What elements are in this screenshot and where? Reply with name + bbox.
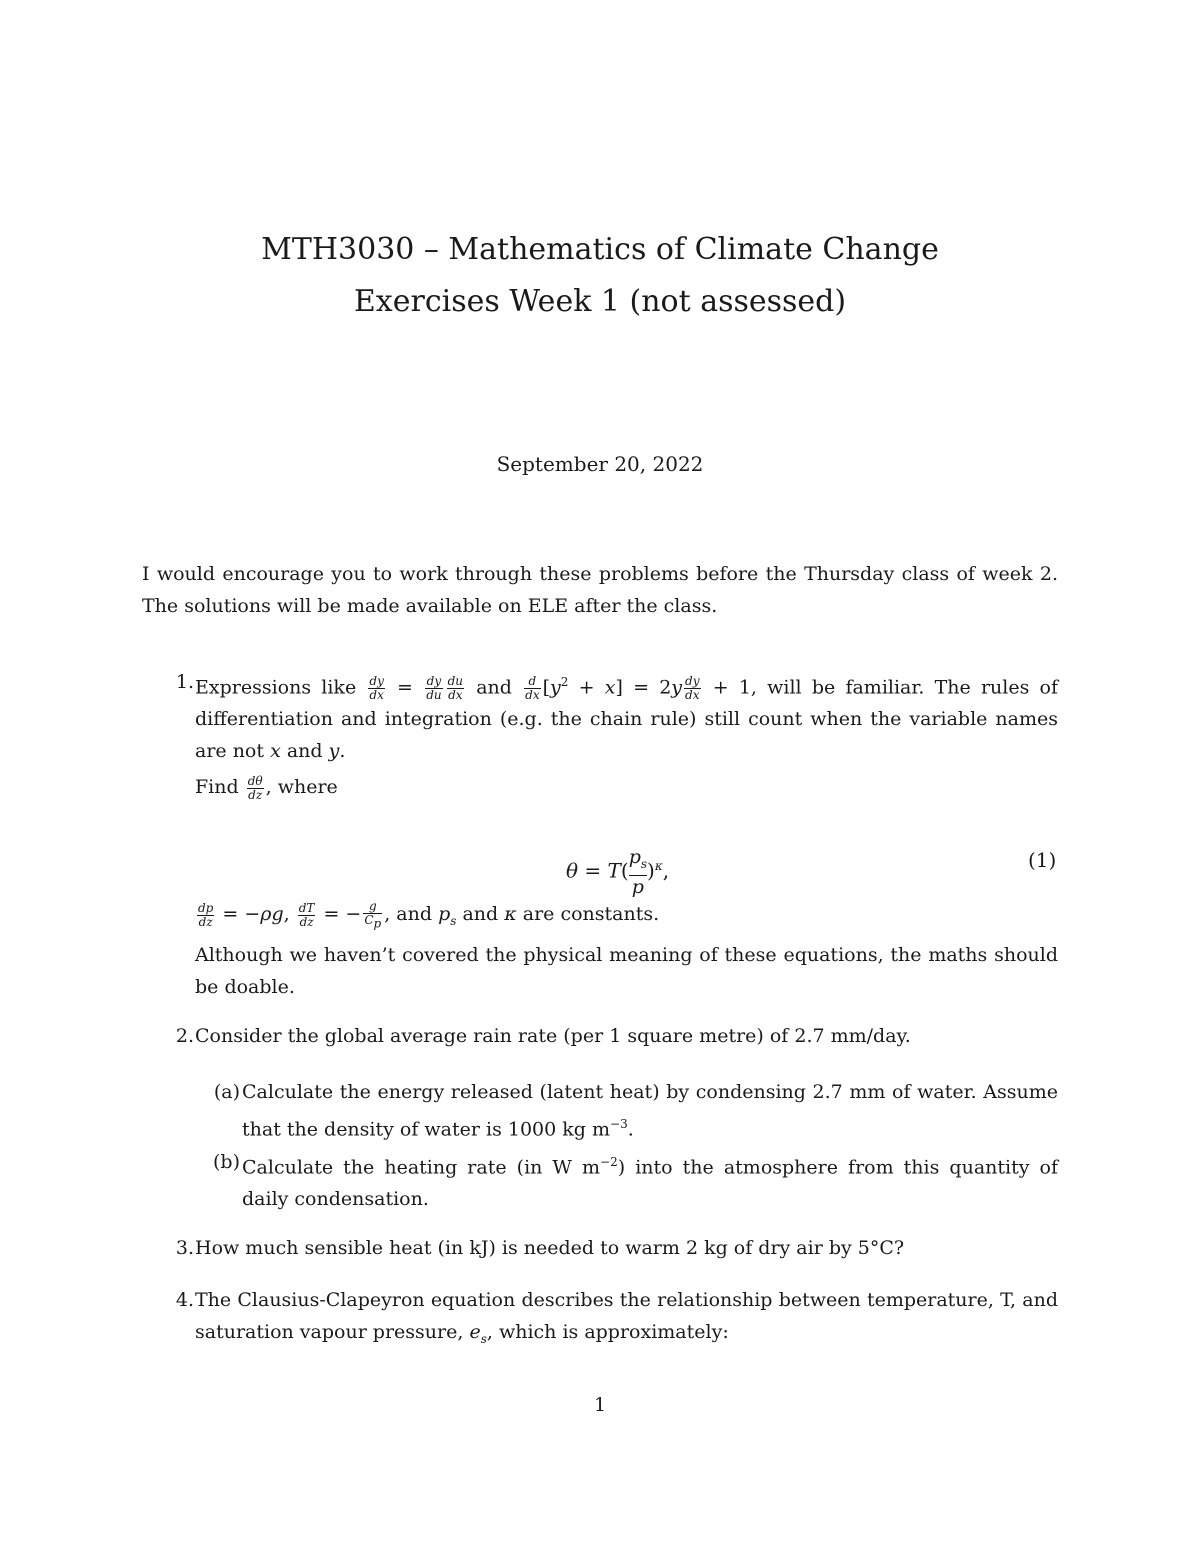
fraction-dy-dx-2: $\frac{dy}{dx}$ bbox=[685, 673, 700, 702]
equation-1 bbox=[0, 838, 1200, 898]
fraction-dy-du: $\frac{dy}{du}$ bbox=[426, 673, 442, 702]
fraction-g-cp: $\frac{g}{C_p}$ bbox=[364, 898, 382, 931]
page-title: MTH3030 – Mathematics of Climate Change bbox=[261, 232, 939, 267]
question-number: 1. bbox=[175, 671, 194, 693]
fraction-dp-dz: $\frac{dp}{dz}$ bbox=[198, 900, 214, 929]
subquestion-label: (b) bbox=[213, 1151, 240, 1173]
equation-1-expression: θ = T( $\frac{p_s}{p})^\kappa$, bbox=[566, 846, 670, 898]
intro-paragraph: I would encourage you to work through these problems before the Thursday class of week 2. The solutions will be made available on ELE after the class. bbox=[142, 563, 1058, 617]
fraction-dy-dx: $\frac{dy}{dx}$ bbox=[369, 673, 384, 702]
question-number: 2. bbox=[175, 1025, 194, 1047]
question-1 bbox=[140, 666, 1058, 767]
question-1-constants: $\frac{dp}{dz}$ = −ρg, $\frac{dT}{dz}$ = − $\frac{g}{C_p}$ , and $p_s$ and κ are constants. bbox=[198, 898, 660, 931]
question-1-note: Although we haven’t covered the physical meaning of these equations, the maths should be doable. bbox=[195, 944, 1058, 998]
page-subtitle: Exercises Week 1 (not assessed) bbox=[353, 284, 847, 319]
page-number: 1 bbox=[593, 1394, 607, 1416]
fraction-d-dx: $\frac{d}{dx}$ bbox=[525, 673, 540, 702]
subquestion-label: (a) bbox=[213, 1081, 240, 1103]
question-1-text: Expressions like $\frac{dy}{dx}$ = $\frac{dy}{du}$ $\frac{du}{dx}$ and $\frac{d}{dx}$ $[y^2 + x] = 2y$ $\frac{dy}{dx}$ + 1, will be familiar. The rules of differentiation and integration (e.g. the chain rule) still count when the variable names are not x and y. bbox=[195, 673, 1059, 763]
question-2a: (a) Calculate the energy released (latent heat) by condensing 2.7 mm of water. Assume that the density of water is 1000 kg $m^{-3}$. bbox=[190, 1076, 1058, 1145]
question-number: 3. bbox=[175, 1237, 194, 1259]
question-3: 3. How much sensible heat (in kJ) is needed to warm 2 kg of dry air by 5°C? bbox=[140, 1232, 1058, 1264]
equation-number: (1) bbox=[1028, 848, 1057, 872]
fraction-dT-dz: $\frac{dT}{dz}$ bbox=[298, 900, 315, 929]
question-2: 2. Consider the global average rain rate (per 1 square metre) of 2.7 mm/day. bbox=[140, 1020, 1058, 1052]
question-4: 4. The Clausius-Clapeyron equation describes the relationship between temperature, T, and saturation vapour pressure, $e_s$, which is approximately: bbox=[140, 1284, 1058, 1355]
fraction-du-dx: $\frac{du}{dx}$ bbox=[447, 673, 464, 702]
question-2b: (b) Calculate the heating rate (in W $m^{-2}$) into the atmosphere from this quantity of daily condensation. bbox=[190, 1146, 1058, 1215]
document-date: September 20, 2022 bbox=[496, 452, 704, 476]
fraction-dtheta-dz: $\frac{d\theta}{dz}$ bbox=[247, 773, 263, 802]
question-number: 4. bbox=[175, 1289, 194, 1311]
question-1-find: Find $\frac{d\theta}{dz}$ , where bbox=[195, 773, 338, 802]
